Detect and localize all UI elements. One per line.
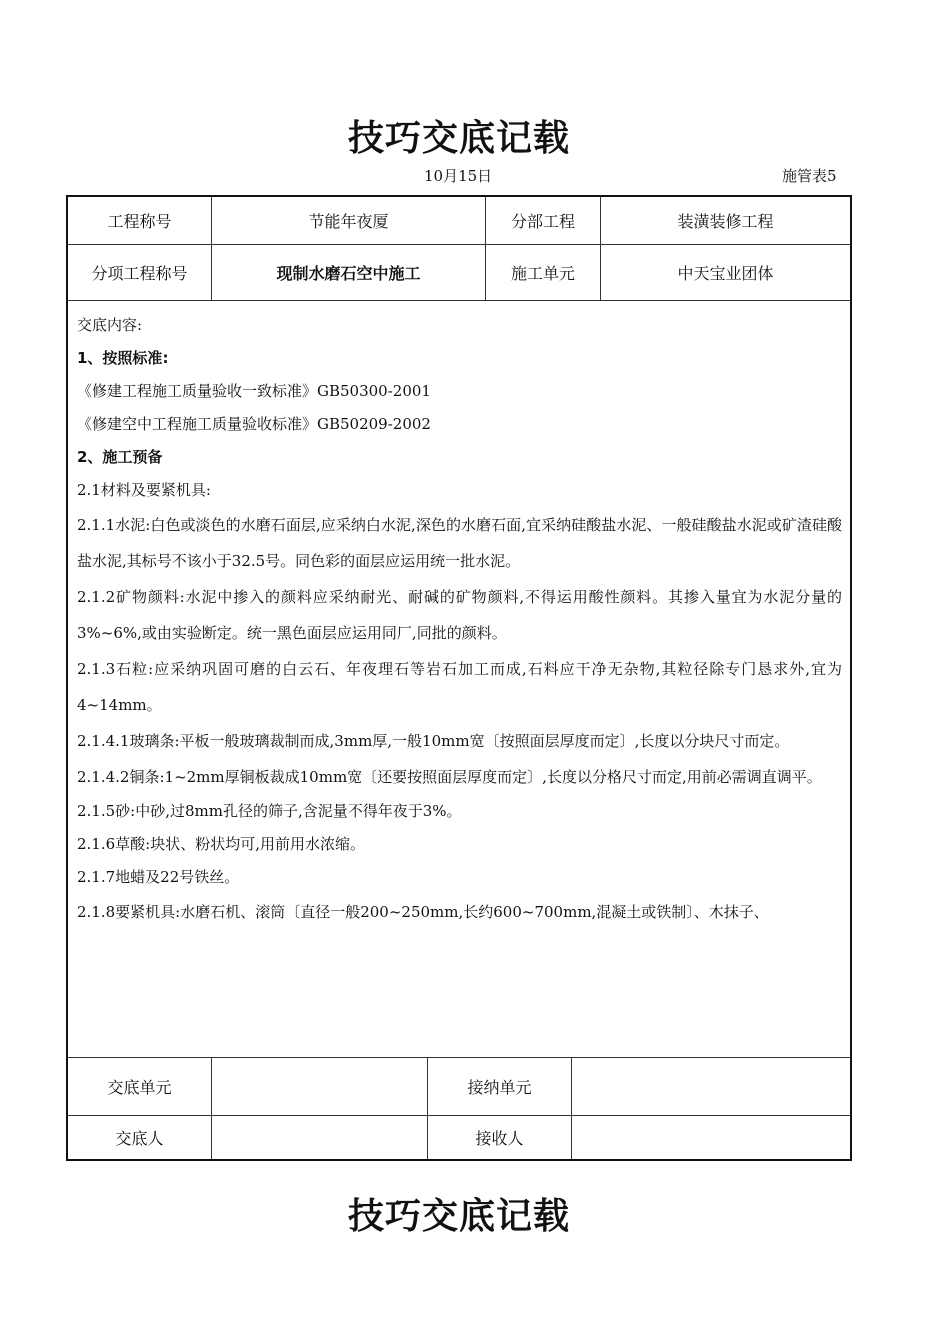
record-table (66, 195, 852, 1161)
clause-2-1-6: 2.1.6草酸:块状、粉状均可,用前用水浓缩。 (77, 835, 365, 853)
project-name-label: 工程称号 (68, 197, 212, 245)
unit-value: 中天宝业团体 (601, 245, 850, 301)
subitem-value: 现制水磨石空中施工 (212, 245, 486, 301)
handover-unit-value (212, 1058, 428, 1116)
clause-2-1-2: 2.1.2矿物颜料:水泥中掺入的颜料应采纳耐光、耐碱的矿物颜料,不得运用酸性颜料。其掺入量宜为水泥分量的3%~6%,或由实验断定。统一黑色面层应运用同厂,同批的颜料。 (77, 588, 842, 642)
receiver-unit-value (572, 1058, 850, 1116)
receiver-person-label: 接收人 (428, 1116, 572, 1159)
receiver-person-value (572, 1116, 850, 1159)
document-title-repeat: 技巧交底记载 (347, 1196, 570, 1237)
division-label: 分部工程 (486, 197, 601, 245)
standard-2: 《修建空中工程施工质量验收标准》GB50209-2002 (77, 415, 431, 433)
clause-2-1-3: 2.1.3石粒:应采纳巩固可磨的白云石、年夜理石等岩石加工而成,石料应干净无杂物,其粒径除专门恳求外,宜为4~14mm。 (77, 660, 842, 714)
subitem-label: 分项工程称号 (68, 245, 212, 301)
date: 10月15日 (424, 167, 493, 185)
handover-person-label: 交底人 (68, 1116, 212, 1159)
clause-2-1-4-2: 2.1.4.2铜条:1~2mm厚铜板裁成10mm宽〔还要按照面层厚度而定〕,长度以分格尺寸而定,用前必需调直调平。 (77, 768, 822, 786)
clause-2-1-4-1: 2.1.4.1玻璃条:平板一般玻璃裁制而成,3mm厚,一般10mm宽〔按照面层厚度而定〕,长度以分块尺寸而定。 (77, 732, 790, 750)
clause-2-1-8: 2.1.8要紧机具:水磨石机、滚筒〔直径一般200~250mm,长约600~700mm,混凝土或铁制〕、木抹子、 (77, 903, 769, 921)
project-name-value: 节能年夜厦 (212, 197, 486, 245)
section-heading-1: 1、按照标准: (77, 349, 169, 367)
form-number: 施管表5 (782, 167, 837, 185)
standard-1: 《修建工程施工质量验收一致标准》GB50300-2001 (77, 382, 431, 400)
section-heading-2: 2、施工预备 (77, 448, 163, 466)
handover-content (68, 301, 850, 1058)
clause-2-1: 2.1材料及要紧机具: (77, 481, 211, 499)
receiver-unit-label: 接纳单元 (428, 1058, 572, 1116)
unit-label: 施工单元 (486, 245, 601, 301)
document-title: 技巧交底记载 (347, 118, 570, 159)
division-value: 装潢装修工程 (601, 197, 850, 245)
handover-person-value (212, 1116, 428, 1159)
clause-2-1-1: 2.1.1水泥:白色或淡色的水磨石面层,应采纳白水泥,深色的水磨石面,宜采纳硅酸盐水泥、一般硅酸盐水泥或矿渣硅酸盐水泥,其标号不该小于32.5号。同色彩的面层应运用统一批水泥。 (77, 516, 842, 570)
clause-2-1-7: 2.1.7地蜡及22号铁丝。 (77, 868, 240, 886)
clause-2-1-5: 2.1.5砂:中砂,过8mm孔径的筛子,含泥量不得年夜于3%。 (77, 802, 462, 820)
handover-unit-label: 交底单元 (68, 1058, 212, 1116)
content-label: 交底内容: (77, 316, 143, 334)
